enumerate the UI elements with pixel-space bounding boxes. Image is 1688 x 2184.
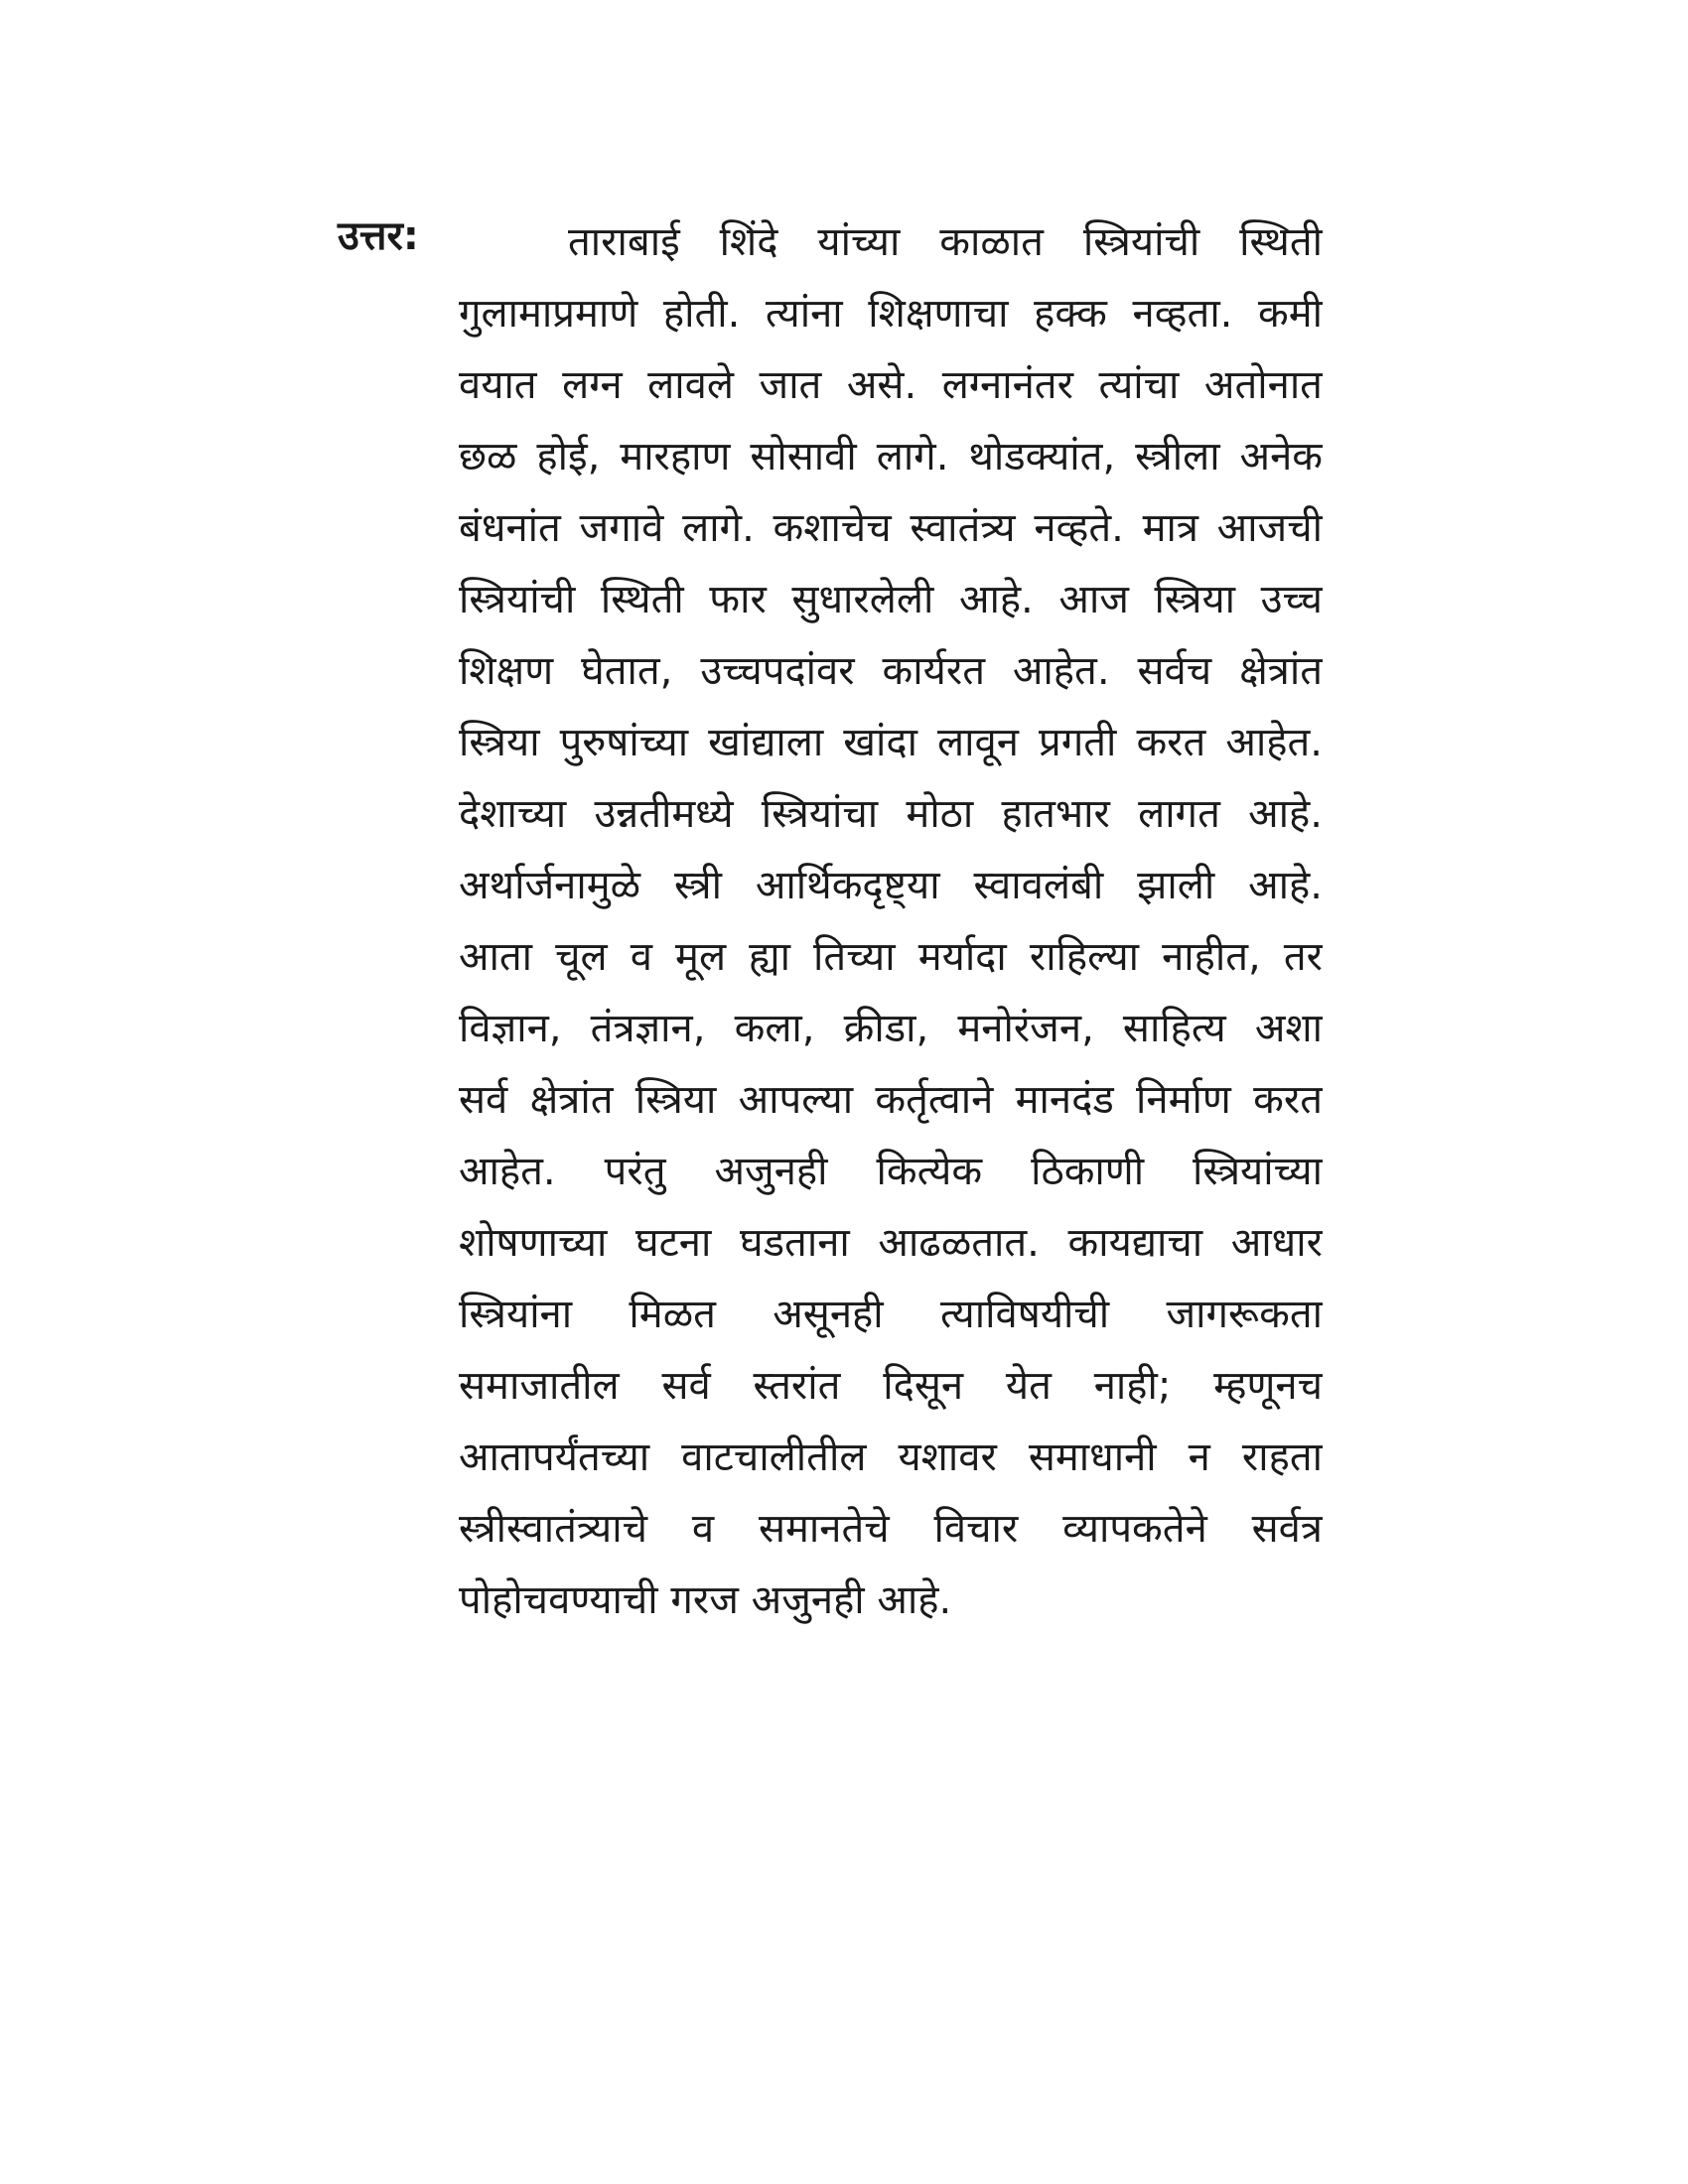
answer-line: स्त्रियांची स्थिती फार सुधारलेली आहे. आज स्त्रिया उच्च [459,577,1323,622]
answer-line: ताराबाई शिंदे यांच्या काळात स्त्रियांची स्थिती [568,219,1323,265]
answer-line: वयात लग्न लावले जात असे. लग्नानंतर त्यांचा अतोनात [459,362,1323,408]
answer-line: छळ होई, मारहाण सोसावी लागे. थोडक्यांत, स्त्रीला अनेक [459,434,1323,479]
answer-line: पोहोचवण्याची गरज अजुनही आहे. [459,1577,952,1623]
answer-line: देशाच्या उन्नतीमध्ये स्त्रियांचा मोठा हातभार लागत आहे. [459,791,1323,837]
answer-line: आतापर्यंतच्या वाटचालीतील यशावर समाधानी न राहता [459,1434,1323,1480]
answer-line: स्त्रियांना मिळत असूनही त्याविषयीची जागरूकता [459,1292,1323,1337]
answer-line: आता चूल व मूल ह्या तिच्या मर्यादा राहिल्या नाहीत, तर [459,934,1323,980]
answer-line: स्त्रिया पुरुषांच्या खांद्याला खांदा लावून प्रगती करत आहेत. [459,720,1323,765]
answer-line: स्त्रीस्वातंत्र्याचे व समानतेचे विचार व्यापकतेने सर्वत्र [459,1506,1323,1552]
answer-line: शोषणाच्या घटना घडताना आढळतात. कायद्याचा आधार [459,1220,1323,1266]
answer-label: उत्तर: [338,213,419,259]
answer-paragraph [459,206,1323,1636]
answer-line: सर्व क्षेत्रांत स्त्रिया आपल्या कर्तृत्वाने मानदंड निर्माण करत [459,1077,1323,1123]
answer-line: शिक्षण घेतात, उच्चपदांवर कार्यरत आहेत. सर्वच क्षेत्रांत [459,648,1323,694]
answer-line: गुलामाप्रमाणे होती. त्यांना शिक्षणाचा हक्क नव्हता. कमी [459,291,1323,337]
answer-line: अर्थार्जनामुळे स्त्री आर्थिकदृष्ट्या स्वावलंबी झाली आहे. [459,863,1323,908]
answer-line: बंधनांत जगावे लागे. कशाचेच स्वातंत्र्य नव्हते. मात्र आजची [459,505,1323,551]
answer-line: विज्ञान, तंत्रज्ञान, कला, क्रीडा, मनोरंजन, साहित्य अशा [459,1006,1323,1051]
answer-line: आहेत. परंतु अजुनही कित्येक ठिकाणी स्त्रियांच्या [459,1149,1323,1194]
answer-line: समाजातील सर्व स्तरांत दिसून येत नाही; म्हणूनच [459,1363,1323,1409]
